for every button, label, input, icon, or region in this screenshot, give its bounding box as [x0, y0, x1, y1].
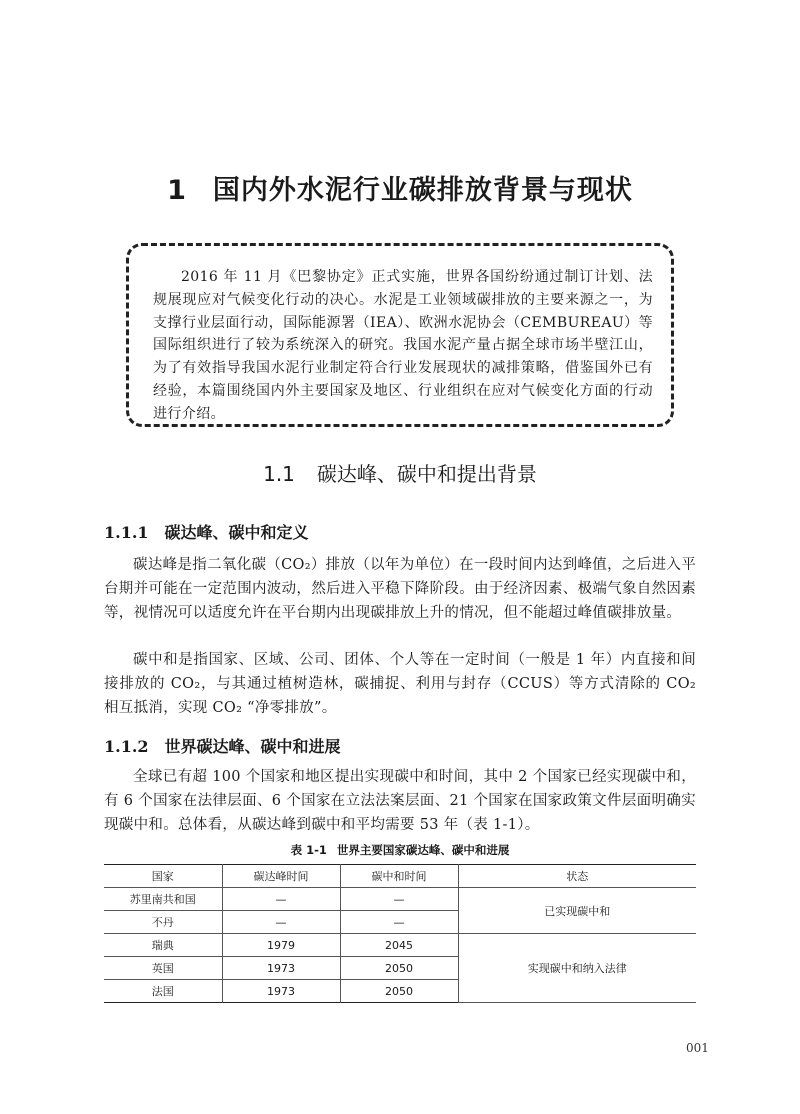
section-title: [0, 458, 800, 487]
cell-status: 已实现碳中和: [458, 888, 696, 934]
cell-neutral: —: [340, 911, 458, 934]
cell-country: 不丹: [104, 911, 222, 934]
table-header-row: [104, 865, 696, 888]
cell-peak: 1979: [222, 934, 340, 957]
cell-neutral: —: [340, 888, 458, 911]
cell-status: 实现碳中和纳入法律: [458, 934, 696, 1003]
cell-country: 瑞典: [104, 934, 222, 957]
chapter-abstract: 2016 年 11 月《巴黎协定》正式实施，世界各国纷纷通过制订计划、法规展现应对气候变化行动的决心。水泥是工业领域碳排放的主要来源之一，为支撑行业层面行动，国际能源署（IEA）、欧洲水泥协会（CEMBUREAU）等国际组织进行了较为系统深入的研究。我国水泥产量占据全球市场半壁江山，为了有效指导我国水泥行业制定符合行业发展现状的减排策略，借鉴国外已有经验，本篇围绕国内外主要国家及地区、行业组织在应对气候变化方面的行动进行介绍。: [153, 269, 653, 422]
chapter-number: 1: [167, 175, 187, 206]
cell-peak: 1973: [222, 980, 340, 1003]
chapter-abstract-box: [126, 243, 674, 427]
subsection-heading-1: [104, 520, 309, 543]
cell-neutral: 2050: [340, 957, 458, 980]
table-caption-title: 世界主要国家碳达峰、碳中和进展: [336, 843, 510, 857]
cell-peak: 1973: [222, 957, 340, 980]
header-status: 状态: [458, 865, 696, 888]
header-country: 国家: [104, 865, 222, 888]
cell-peak: —: [222, 911, 340, 934]
subsection-title: 世界碳达峰、碳中和进展: [164, 737, 341, 756]
header-neutral-time: 碳中和时间: [340, 865, 458, 888]
subsection-number: 1.1.2: [104, 737, 149, 756]
cell-country: 英国: [104, 957, 222, 980]
paragraph-carbon-peak: 碳达峰是指二氧化碳（CO₂）排放（以年为单位）在一段时间内达到峰值，之后进入平台期并可能在一定范围内波动，然后进入平稳下降阶段。由于经济因素、极端气象自然因素等，视情况可以适度允许在平台期内出现碳排放上升的情况，但不能超过峰值碳排放量。: [104, 557, 696, 622]
chapter-title: [0, 168, 800, 207]
cell-neutral: 2045: [340, 934, 458, 957]
paragraph-world-progress: 全球已有超 100 个国家和地区提出实现碳中和时间，其中 2 个国家已经实现碳中和，有 6 个国家在法律层面、6 个国家在立法法案层面、21 个国家在国家政策文件层面明确实现碳中和。总体看，从碳达峰到碳中和平均需要 53 年（表 1-1）。: [104, 769, 696, 834]
progress-table: [104, 864, 696, 1003]
cell-neutral: 2050: [340, 980, 458, 1003]
subsection-heading-2: [104, 734, 341, 757]
subsection-number: 1.1.1: [104, 523, 149, 542]
chapter-title-text: 国内外水泥行业碳排放背景与现状: [212, 175, 633, 206]
table-caption: [0, 842, 800, 858]
section-title-text: 碳达峰、碳中和提出背景: [316, 462, 537, 486]
table-caption-number: 表 1-1: [290, 843, 327, 857]
cell-country: 苏里南共和国: [104, 888, 222, 911]
subsection-title: 碳达峰、碳中和定义: [164, 523, 309, 542]
header-peak-time: 碳达峰时间: [222, 865, 340, 888]
table-row: [104, 934, 696, 957]
cell-country: 法国: [104, 980, 222, 1003]
table-row: [104, 888, 696, 911]
page-number: 001: [686, 1041, 709, 1055]
paragraph-carbon-neutral: 碳中和是指国家、区域、公司、团体、个人等在一定时间（一般是 1 年）内直接和间接排放的 CO₂，与其通过植树造林，碳捕捉、利用与封存（CCUS）等方式清除的 CO₂ 相互抵消，实现 CO₂ “净零排放”。: [104, 652, 696, 717]
section-number: 1.1: [263, 462, 295, 486]
cell-peak: —: [222, 888, 340, 911]
